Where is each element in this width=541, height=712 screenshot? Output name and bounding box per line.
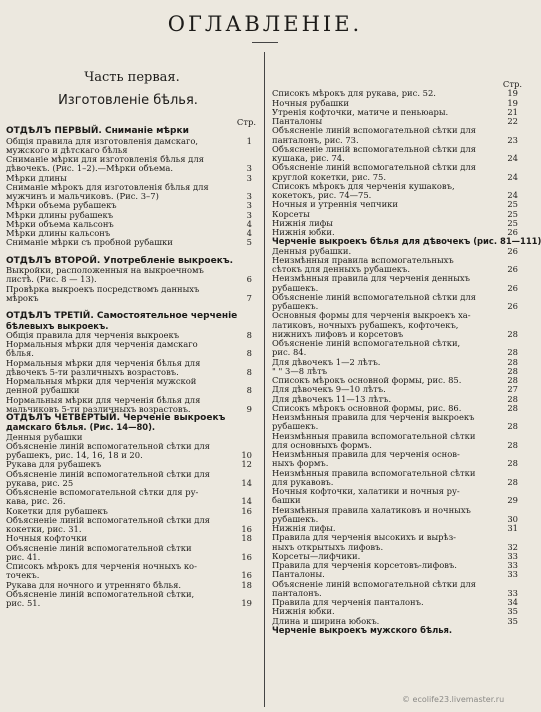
toc-entry-text: Черченіе выкроекъ мужского бѣлья. bbox=[272, 624, 453, 635]
toc-entry-page: 25 bbox=[507, 199, 518, 210]
toc-entry-page: 33 bbox=[507, 560, 518, 570]
toc-entry-text: Для дѣвочекъ 1—2 лѣтъ. bbox=[272, 356, 381, 367]
column-divider bbox=[264, 52, 265, 707]
toc-entry-text: Объясненіе линій вспомогательной сѣтки для bbox=[272, 162, 476, 173]
title-divider bbox=[252, 42, 278, 43]
toc-entry-text: Объясненіе линій вспомогательной сѣтки bbox=[6, 542, 192, 553]
toc-entry-text: для основныхъ формъ. bbox=[272, 439, 372, 450]
toc-entry-text: ОТДѢЛЪ ЧЕТВЕРТЫЙ. Черченіе выкроекъ bbox=[6, 413, 226, 423]
toc-entry-page: 31 bbox=[507, 523, 518, 533]
toc-entry-page: 3 bbox=[246, 163, 252, 174]
toc-entry-page: 30 bbox=[507, 513, 518, 524]
toc-entry-page: 16 bbox=[241, 505, 252, 516]
toc-entry-page: 24 bbox=[507, 153, 518, 163]
toc-entry bbox=[6, 544, 256, 553]
toc-entry-page: 12 bbox=[241, 459, 252, 470]
toc-entry-page: 28 bbox=[507, 393, 518, 404]
toc-entry-text: Объясненіе вспомогательной сѣтки для ру- bbox=[6, 487, 199, 497]
toc-entry bbox=[272, 339, 522, 348]
page-column-label-right: Стр. bbox=[502, 79, 522, 89]
toc-entry-text: Длина и ширина юбокъ. bbox=[272, 615, 380, 626]
toc-entry-page: 1 bbox=[246, 135, 252, 146]
toc-entry-text: точекъ. bbox=[6, 570, 40, 581]
toc-entry-text: мальчиковъ 5-ти различныхъ возрастовъ. bbox=[6, 403, 191, 414]
toc-entry-page: 28 bbox=[507, 402, 518, 413]
toc-entry-text: Рукава для рубашекъ bbox=[6, 459, 102, 470]
toc-entry bbox=[6, 340, 256, 349]
toc-entry-text: Панталоны. bbox=[272, 569, 325, 580]
toc-entry-text: дѣвочекъ. (Рис. 1–2).—Мѣрки объема. bbox=[6, 163, 173, 174]
toc-entry-text: рукава, рис. 25 bbox=[6, 477, 74, 488]
toc-entry-text: рубашекъ, рис. 14, 16, 18 и 20. bbox=[6, 450, 143, 460]
toc-entry-text: Мѣрки длины кальсонъ bbox=[6, 228, 111, 238]
toc-entry-page: 28 bbox=[507, 476, 518, 487]
toc-entry-text: Неизмѣнныя правила для черченія выкроекъ bbox=[272, 412, 475, 422]
toc-entry-page: 14 bbox=[241, 496, 252, 507]
toc-entry-page: 7 bbox=[246, 292, 252, 303]
toc-entry-text: дамскаго бѣлья. (Рис. 14—80). bbox=[6, 422, 156, 433]
toc-entry-text: ныхъ формъ. bbox=[272, 458, 329, 469]
toc-entry-page: 33 bbox=[507, 569, 518, 580]
part-heading: Часть первая. bbox=[84, 70, 180, 85]
toc-entry-text: Провѣрка выкроекъ посредствомъ данныхъ bbox=[6, 283, 200, 294]
watermark: © ecolife23.livemaster.ru bbox=[402, 695, 505, 704]
toc-entry-text: рис. 84. bbox=[272, 347, 307, 358]
toc-entry-text: панталонъ. bbox=[272, 587, 322, 598]
toc-entry-page: 24 bbox=[507, 171, 518, 182]
toc-entry-text: Кокетки для рубашекъ bbox=[6, 505, 108, 516]
toc-entry-text: Ночныя рубашки bbox=[272, 97, 350, 108]
toc-entry-text: Списокъ мѣрокъ основной формы, рис. 85. bbox=[272, 375, 462, 385]
toc-entry-page: 19 bbox=[241, 598, 252, 608]
toc-entry-page: 26 bbox=[507, 282, 518, 293]
toc-entry-text: Нижнія лифы bbox=[272, 217, 333, 228]
toc-entry-text: Списокъ мѣрокъ для рукава, рис. 52. bbox=[272, 88, 436, 99]
toc-entry-page: 33 bbox=[507, 587, 518, 598]
toc-entry-text: рис. 41. bbox=[6, 551, 41, 562]
toc-entry-text: ОТДѢЛЪ ПЕРВЫЙ. Сниманіе мѣрки bbox=[6, 126, 189, 137]
toc-entry bbox=[6, 285, 256, 294]
toc-entry-text: Сниманіе мѣрки съ пробной рубашки bbox=[6, 237, 173, 248]
toc-entry-page: 28 bbox=[507, 365, 518, 376]
toc-entry bbox=[272, 626, 522, 635]
toc-entry-text: Ночныя кофточки bbox=[6, 533, 87, 544]
toc-left-list bbox=[6, 127, 256, 608]
toc-entry-text: Денныя рубашки bbox=[6, 431, 83, 442]
toc-entry-text: Мѣрки длины bbox=[6, 172, 67, 183]
toc-entry-page: 33 bbox=[507, 550, 518, 561]
toc-entry-text: Объясненіе линій вспомогательной сѣтки для bbox=[6, 440, 210, 451]
toc-right-column bbox=[272, 79, 541, 635]
toc-entry-text: ОТДѢЛЪ ТРЕТІЙ. Самостоятельное черченіе bbox=[6, 311, 238, 322]
toc-entry-page: 8 bbox=[246, 348, 252, 359]
toc-entry-page: 3 bbox=[246, 172, 252, 183]
toc-entry-page: 26 bbox=[507, 227, 518, 237]
toc-entry-text: рубашекъ. bbox=[272, 513, 319, 524]
toc-right-list bbox=[272, 88, 541, 635]
toc-entry-text: ОТДѢЛЪ ВТОРОЙ. Употребленіе выкроекъ. bbox=[6, 255, 233, 266]
toc-entry-page: 16 bbox=[241, 570, 252, 581]
toc-entry-text: Списокъ мѣрокъ основной формы, рис. 86. bbox=[272, 402, 462, 413]
toc-entry-text: Нижнія юбки. bbox=[272, 227, 335, 237]
toc-entry-text: Правила для черченія высокихъ и вырѣз- bbox=[272, 532, 456, 543]
toc-entry-text: сѣтокъ для денныхъ рубашекъ. bbox=[272, 264, 411, 274]
toc-entry-page: 3 bbox=[246, 209, 252, 220]
toc-entry-text: Объясненіе линій вспомогательной сѣтки, bbox=[272, 338, 461, 348]
toc-entry-text: Для дѣвочекъ 9—10 лѣтъ. bbox=[272, 384, 386, 395]
toc-entry-text: Ночныя и утреннія чепчики bbox=[272, 199, 398, 210]
toc-entry-text: Неизмѣнныя правила вспомогательной сѣтки bbox=[272, 467, 476, 478]
toc-entry-text: Объясненіе линій вспомогательной сѣтки, bbox=[6, 588, 195, 599]
toc-entry-page: 26 bbox=[507, 245, 518, 256]
toc-entry-page: 26 bbox=[507, 264, 518, 274]
toc-entry-page: 26 bbox=[507, 301, 518, 311]
toc-entry bbox=[6, 294, 256, 303]
toc-entry-text: Нормальныя мѣрки для черченія дамскаго bbox=[6, 339, 198, 349]
toc-entry-page: 4 bbox=[246, 218, 252, 229]
toc-entry-text: ныхъ открытыхъ лифовъ. bbox=[272, 541, 384, 552]
toc-entry-page: 18 bbox=[241, 533, 252, 544]
toc-entry-text: Сниманіе мѣрокъ для изготовленія бѣлья для bbox=[6, 181, 209, 192]
toc-entry-text: латиковъ, ночныхъ рубашекъ, кофточекъ, bbox=[272, 319, 459, 330]
toc-entry-text: Списокъ мѣрокъ для черченія ночныхъ ко- bbox=[6, 561, 197, 571]
toc-entry-page: 28 bbox=[507, 328, 518, 339]
toc-entry-page: 28 bbox=[507, 347, 518, 358]
toc-entry-text: для рукавовъ. bbox=[272, 476, 334, 487]
toc-entry bbox=[6, 590, 256, 599]
toc-entry-page: 8 bbox=[246, 329, 252, 340]
toc-entry-text: Мѣрки объема рубашекъ bbox=[6, 200, 117, 211]
toc-entry-text: Мѣрки длины рубашекъ bbox=[6, 209, 114, 220]
toc-entry-text: рубашекъ. bbox=[272, 421, 319, 432]
toc-entry-page: 3 bbox=[246, 191, 252, 201]
toc-entry-text: Неизмѣнныя правила халатиковъ и ночныхъ bbox=[272, 504, 471, 515]
toc-entry-page: 34 bbox=[507, 597, 518, 607]
toc-entry-text: Общія правила для изготовленія дамскаго, bbox=[6, 135, 199, 146]
toc-entry-text: дѣвочекъ 5-ти различныхъ возрастовъ. bbox=[6, 366, 179, 377]
toc-entry-text: Черченіе выкроекъ бѣлья для дѣвочекъ (рис. 81—111) bbox=[272, 236, 541, 247]
toc-entry-text: рис. 51. bbox=[6, 598, 41, 608]
toc-entry-page: 8 bbox=[246, 366, 252, 377]
toc-entry-page: 28 bbox=[507, 421, 518, 432]
page-column-label-left: Стр. bbox=[236, 117, 256, 127]
toc-entry-text: Корсеты bbox=[272, 208, 310, 219]
toc-entry-text: кушака, рис. 74. bbox=[272, 153, 345, 163]
toc-entry-page: 10 bbox=[241, 450, 252, 460]
toc-entry-page: 3 bbox=[246, 200, 252, 211]
toc-entry-page: 35 bbox=[507, 606, 518, 617]
toc-entry-text: Выкройки, расположенныя на выкроечномъ bbox=[6, 265, 204, 275]
toc-entry-page: 28 bbox=[507, 458, 518, 469]
toc-entry-page: 18 bbox=[241, 579, 252, 590]
toc-entry-text: Нормальныя мѣрки для черченія бѣлья для bbox=[6, 357, 201, 368]
toc-entry-text: круглой кокетки, рис. 75. bbox=[272, 171, 387, 182]
toc-entry-text: мужчинъ и мальчиковъ. (Рис. 3–7) bbox=[6, 191, 159, 201]
toc-entry-text: Ночныя кофточки, халатики и ночныя ру- bbox=[272, 486, 460, 496]
toc-entry-page: 9 bbox=[246, 403, 252, 414]
toc-entry-page: 23 bbox=[507, 134, 518, 145]
toc-entry-text: Сниманіе мѣрки для изготовленія бѣлья для bbox=[6, 154, 204, 164]
toc-entry-text: Неизмѣнныя правила для черченія денныхъ bbox=[272, 273, 470, 284]
toc-entry-text: Денныя рубашки. bbox=[272, 245, 352, 256]
toc-entry-text: Объясненіе линій вспомогательной сѣтки для bbox=[272, 125, 476, 136]
toc-entry-text: Объясненіе линій вспомогательной сѣтки для bbox=[272, 578, 476, 589]
toc-entry-page: 28 bbox=[507, 439, 518, 450]
toc-entry-text: Мѣрки объема кальсонъ bbox=[6, 218, 114, 229]
toc-entry-text: Нижнія юбки. bbox=[272, 606, 335, 617]
toc-entry-text: кокетки, рис. 31. bbox=[6, 524, 82, 534]
toc-entry-text: Нижнія лифы. bbox=[272, 523, 336, 533]
toc-entry-text: Правила для черченія корсетовъ-лифовъ. bbox=[272, 560, 457, 570]
toc-entry-text: бѣлевыхъ выкроекъ. bbox=[6, 320, 109, 331]
toc-entry-text: мужского и дѣтскаго бѣлья bbox=[6, 144, 128, 155]
toc-entry-text: башки bbox=[272, 495, 301, 506]
part-subheading: Изготовленіе бѣлья. bbox=[58, 93, 198, 108]
toc-entry-text: Неизмѣнныя правила для черченія основ- bbox=[272, 449, 460, 459]
toc-entry-text: Объясненіе линій вспомогательной сѣтки для bbox=[272, 143, 476, 154]
toc-entry-text: листѣ. (Рис. 8 — 13). bbox=[6, 274, 97, 285]
toc-entry bbox=[6, 238, 256, 247]
toc-entry-text: Основныя формы для черченія выкроекъ ха- bbox=[272, 310, 471, 321]
toc-entry-text: бѣлья. bbox=[6, 348, 34, 359]
toc-entry-page: 8 bbox=[246, 385, 252, 396]
toc-entry-page: 5 bbox=[246, 237, 252, 248]
toc-entry bbox=[6, 599, 256, 608]
toc-entry-text: рубашекъ. bbox=[272, 282, 319, 293]
toc-entry-text: Для дѣвочекъ 11—13 лѣтъ. bbox=[272, 393, 392, 404]
toc-entry-text: Объясненіе линій вспомогательной сѣтки для bbox=[6, 468, 210, 479]
toc-entry-text: Нормальныя мѣрки для черченія бѣлья для bbox=[6, 394, 201, 405]
toc-entry bbox=[272, 487, 522, 496]
toc-entry-page: 32 bbox=[507, 541, 518, 552]
toc-entry bbox=[6, 562, 256, 571]
toc-entry-page: 35 bbox=[507, 615, 518, 626]
toc-entry-text: нижнихъ лифовъ и корсетовъ bbox=[272, 328, 404, 339]
toc-entry-text: Корсеты—лифчики. bbox=[272, 550, 361, 561]
toc-entry-page: 27 bbox=[507, 384, 518, 395]
toc-entry-page: 21 bbox=[507, 106, 518, 117]
toc-entry-text: Неизмѣнныя правила вспомогательной сѣтки bbox=[272, 430, 476, 441]
toc-entry-text: кокетокъ, рис. 74—75. bbox=[272, 190, 372, 200]
toc-entry-text: Общія правила для черченія выкроекъ bbox=[6, 329, 180, 340]
toc-entry-text: мѣрокъ bbox=[6, 292, 39, 303]
toc-entry-page: 19 bbox=[507, 88, 518, 99]
toc-entry-text: Нормальныя мѣрки для черченія мужской bbox=[6, 376, 197, 386]
toc-entry-page: 22 bbox=[507, 116, 518, 126]
toc-entry-page: 24 bbox=[507, 190, 518, 200]
toc-entry-page: 28 bbox=[507, 375, 518, 385]
toc-entry-page: 25 bbox=[507, 217, 518, 228]
toc-entry-page: 16 bbox=[241, 524, 252, 534]
toc-entry-page: 4 bbox=[246, 228, 252, 238]
toc-entry-text: Панталоны bbox=[272, 116, 323, 126]
page-title: ОГЛАВЛЕНІЕ. bbox=[167, 12, 363, 36]
toc-entry-text: Неизмѣнныя правила вспомогательныхъ bbox=[272, 254, 454, 265]
toc-entry-text: рубашекъ. bbox=[272, 301, 319, 311]
toc-entry-page: 25 bbox=[507, 208, 518, 219]
toc-entry-text: панталонъ, рис. 73. bbox=[272, 134, 359, 145]
toc-entry-text: Объясненіе линій вспомогательной сѣтки для bbox=[6, 514, 210, 525]
toc-entry-page: 16 bbox=[241, 551, 252, 562]
toc-entry-text: Рукава для ночного и утренняго бѣлья. bbox=[6, 579, 182, 590]
toc-entry-text: Списокъ мѣрокъ для черченія кушаковъ, bbox=[272, 180, 455, 191]
toc-entry-page: 19 bbox=[507, 97, 518, 108]
toc-entry-page: 14 bbox=[241, 477, 252, 488]
toc-entry-text: кава, рис. 26. bbox=[6, 496, 66, 507]
toc-entry-text: Объясненіе линій вспомогательной сѣтки для bbox=[272, 291, 476, 302]
toc-entry-text: Утренія кофточки, матиче и пеньюары. bbox=[272, 106, 449, 117]
toc-entry-page: 28 bbox=[507, 356, 518, 367]
toc-entry-text: денной рубашки bbox=[6, 385, 80, 396]
toc-left-column bbox=[6, 118, 256, 608]
toc-entry-page: 6 bbox=[246, 274, 252, 285]
toc-entry-text: " " 3—8 лѣтъ bbox=[272, 365, 328, 376]
toc-entry-page: 29 bbox=[507, 495, 518, 506]
toc-entry-text: Правила для черченія панталонъ. bbox=[272, 597, 424, 607]
